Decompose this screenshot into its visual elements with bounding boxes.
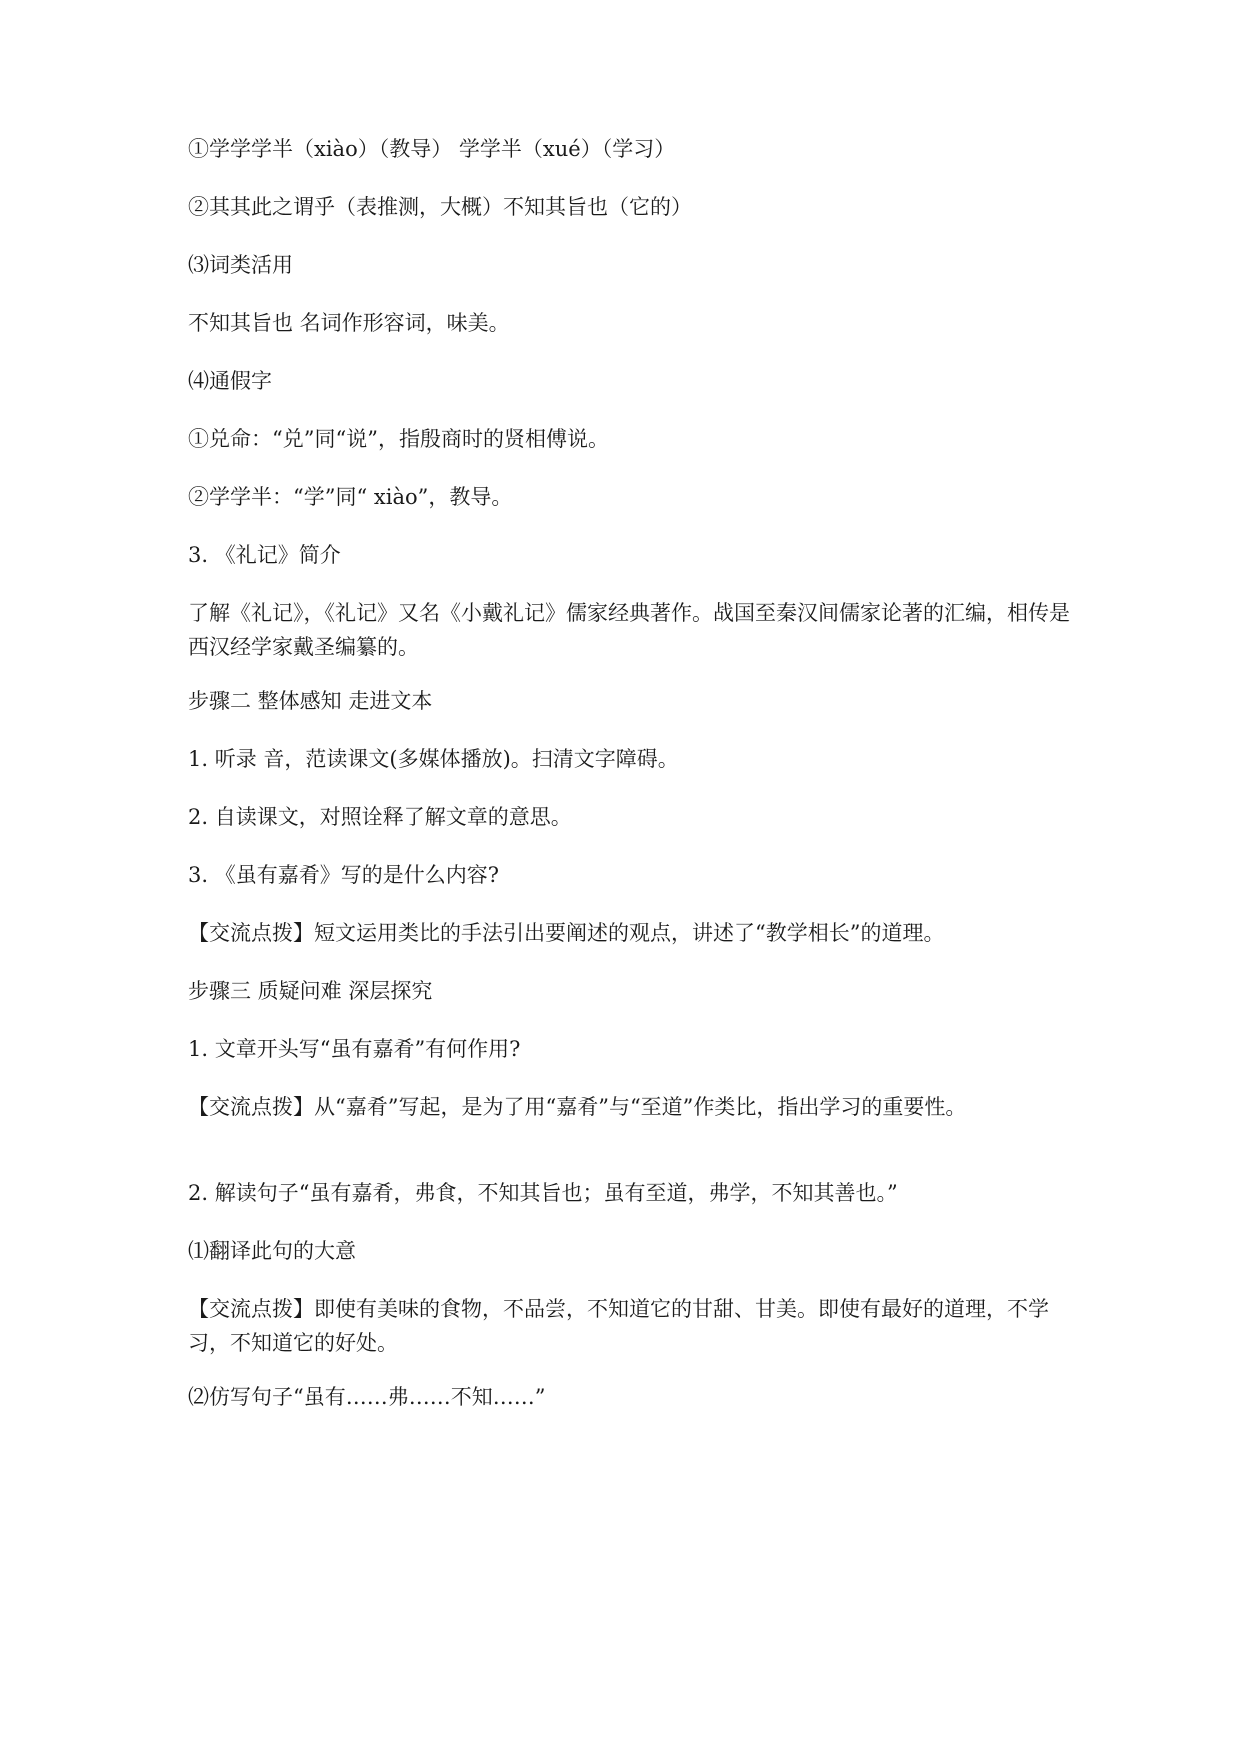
step-heading: 步骤二 整体感知 走进文本 (188, 689, 433, 713)
text-line: ②其其此之谓乎（表推测，大概）不知其旨也（它的） (188, 195, 692, 219)
answer: 【交流点拨】从“嘉肴”写起，是为了用“嘉肴”与“至道”作类比，指出学习的重要性。 (188, 1095, 967, 1119)
answer: 【交流点拨】短文运用类比的手法引出要阐述的观点，讲述了“教学相长”的道理。 (188, 921, 945, 945)
sub-question: ⑵仿写句子“虽有……弗……不知……” (188, 1385, 546, 1409)
question: 3. 《虽有嘉肴》写的是什么内容? (188, 863, 499, 887)
step-heading: 步骤三 质疑问难 深层探究 (188, 979, 433, 1003)
text-line: ①学学学半（xiào）（教导） 学学半（xué）（学习） (188, 137, 676, 161)
section-heading: ⑶词类活用 (188, 253, 293, 277)
text-line: ②学学半：“学”同“ xiào”，教导。 (188, 485, 513, 509)
answer: 【交流点拨】即使有美味的食物，不品尝，不知道它的甘甜、甘美。即使有最好的道理，不学习，不知道它的好处。 (188, 1297, 1049, 1355)
text-line: 不知其旨也 名词作形容词，味美。 (188, 311, 510, 335)
text-line: ①兑命：“兑”同“说”，指殷商时的贤相傅说。 (188, 427, 609, 451)
section-heading: ⑷通假字 (188, 369, 272, 393)
paragraph: 了解《礼记》，《礼记》又名《小戴礼记》儒家经典著作。战国至秦汉间儒家论著的汇编，相传是西汉经学家戴圣编纂的。 (188, 601, 1070, 659)
text-line: 1. 听录 音，范读课文(多媒体播放)。扫清文字障碍。 (188, 747, 679, 771)
question: 2. 解读句子“虽有嘉肴，弗食，不知其旨也；虽有至道，弗学，不知其善也。” (188, 1181, 898, 1205)
question: 1. 文章开头写“虽有嘉肴”有何作用? (188, 1037, 521, 1061)
text-line: 2. 自读课文，对照诠释了解文章的意思。 (188, 805, 572, 829)
sub-question: ⑴翻译此句的大意 (188, 1239, 356, 1263)
section-heading: 3. 《礼记》简介 (188, 543, 341, 567)
